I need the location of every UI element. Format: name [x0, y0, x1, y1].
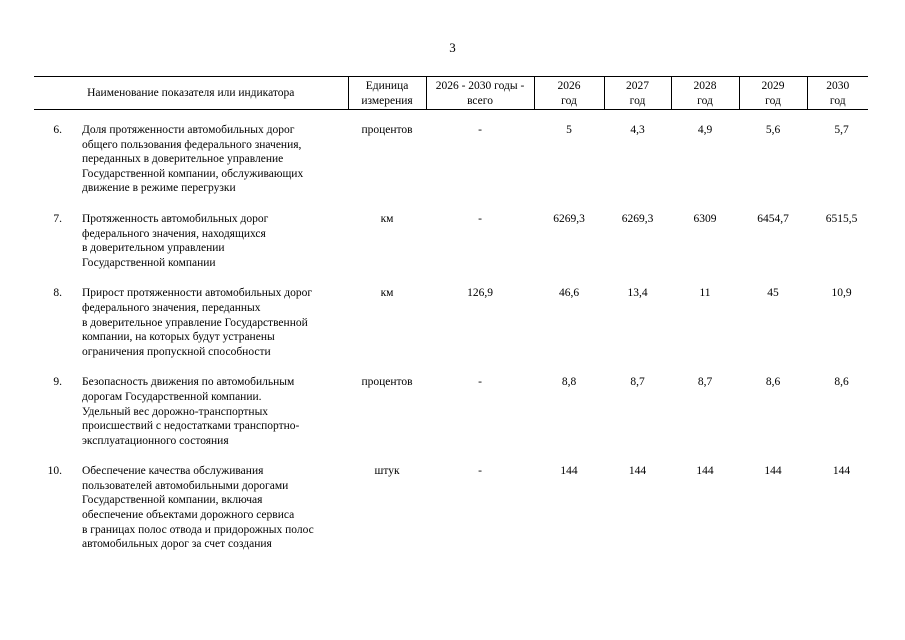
unit-cell: км — [380, 287, 394, 300]
value-2030: 6515,5 — [825, 212, 858, 225]
value-2026: 144 — [560, 465, 578, 478]
total-cell: - — [478, 376, 482, 389]
value-2028: 6309 — [693, 212, 717, 225]
header-year-2026: 2026 год — [534, 77, 604, 110]
value-2030: 8,6 — [834, 376, 849, 389]
indicators-table — [34, 76, 868, 552]
value-2029: 6454,7 — [757, 212, 789, 225]
total-cell: - — [478, 124, 482, 136]
total-cell: - — [478, 212, 482, 225]
header-unit: Единица измерения — [348, 77, 426, 110]
total-cell: 126,9 — [467, 287, 493, 300]
value-2029: 5,6 — [765, 124, 781, 136]
value-2026: 5 — [566, 124, 572, 136]
value-2027: 144 — [628, 465, 647, 478]
indicator-name: Обеспечение качества обслуживания пользователей автомобильными дорогами Государственной компании, включая обеспечение объектами дорожного сервиса в границах полос отвода и придорожных полос автомобильных дорог за счет создания — [82, 465, 314, 551]
indicator-name: Безопасность движения по автомобильным дорогам Государственной компании. Удельный вес дорожно-транспортных происшествий с недостатками транспортно- эксплуатационного состояния — [82, 376, 300, 447]
table-row — [34, 212, 868, 270]
row-number: 10. — [47, 465, 62, 478]
value-2028: 8,7 — [697, 376, 713, 389]
value-2027: 4,3 — [630, 124, 645, 136]
row-number: 9. — [53, 376, 62, 389]
unit-cell: процентов — [361, 376, 413, 389]
value-2027: 13,4 — [627, 287, 648, 300]
value-2027: 8,7 — [630, 376, 645, 389]
value-2030: 144 — [832, 465, 851, 478]
table-row — [34, 375, 868, 448]
value-2029: 8,6 — [765, 376, 781, 389]
unit-cell: процентов — [361, 124, 413, 136]
total-cell: - — [478, 465, 482, 478]
table-row — [34, 123, 868, 196]
value-2028: 4,9 — [697, 124, 713, 136]
value-2026: 8,8 — [561, 376, 577, 389]
value-2026: 6269,3 — [553, 212, 585, 225]
table-row — [34, 464, 868, 552]
value-2029: 45 — [767, 287, 779, 300]
value-2030: 5,7 — [834, 124, 849, 136]
header-year-2029: 2029 год — [739, 77, 807, 110]
header-year-2027: 2027 год — [604, 77, 671, 110]
row-number: 6. — [53, 124, 62, 136]
indicator-name: Протяженность автомобильных дорог федерального значения, находящихся в доверительном управлении Государственной компании — [82, 212, 269, 269]
indicator-name: Доля протяженности автомобильных дорог общего пользования федерального значения, переданных в доверительное управление Государственной компании, обслуживающих движение в режиме перегрузки — [82, 124, 304, 195]
value-2028: 11 — [699, 287, 711, 300]
value-2027: 6269,3 — [621, 212, 654, 225]
value-2026: 46,6 — [558, 287, 580, 300]
header-total: 2026 - 2030 годы - всего — [426, 77, 534, 110]
indicator-name: Прирост протяженности автомобильных дорог федерального значения, переданных в доверительное управление Государственной компании, на которых будут устранены ограничения пропускной способности — [82, 287, 313, 358]
value-2030: 10,9 — [831, 287, 852, 300]
table-header — [34, 77, 868, 110]
header-year-2028: 2028 год — [671, 77, 739, 110]
table-row — [34, 286, 868, 359]
unit-cell: км — [380, 212, 394, 225]
row-number: 7. — [53, 212, 62, 225]
value-2029: 144 — [764, 465, 782, 478]
header-year-2030: 2030 год — [807, 77, 868, 110]
row-number: 8. — [53, 287, 62, 300]
unit-cell: штук — [374, 465, 400, 478]
value-2028: 144 — [696, 465, 714, 478]
header-name: Наименование показателя или индикатора — [34, 77, 348, 110]
page-number: 3 — [449, 40, 456, 55]
